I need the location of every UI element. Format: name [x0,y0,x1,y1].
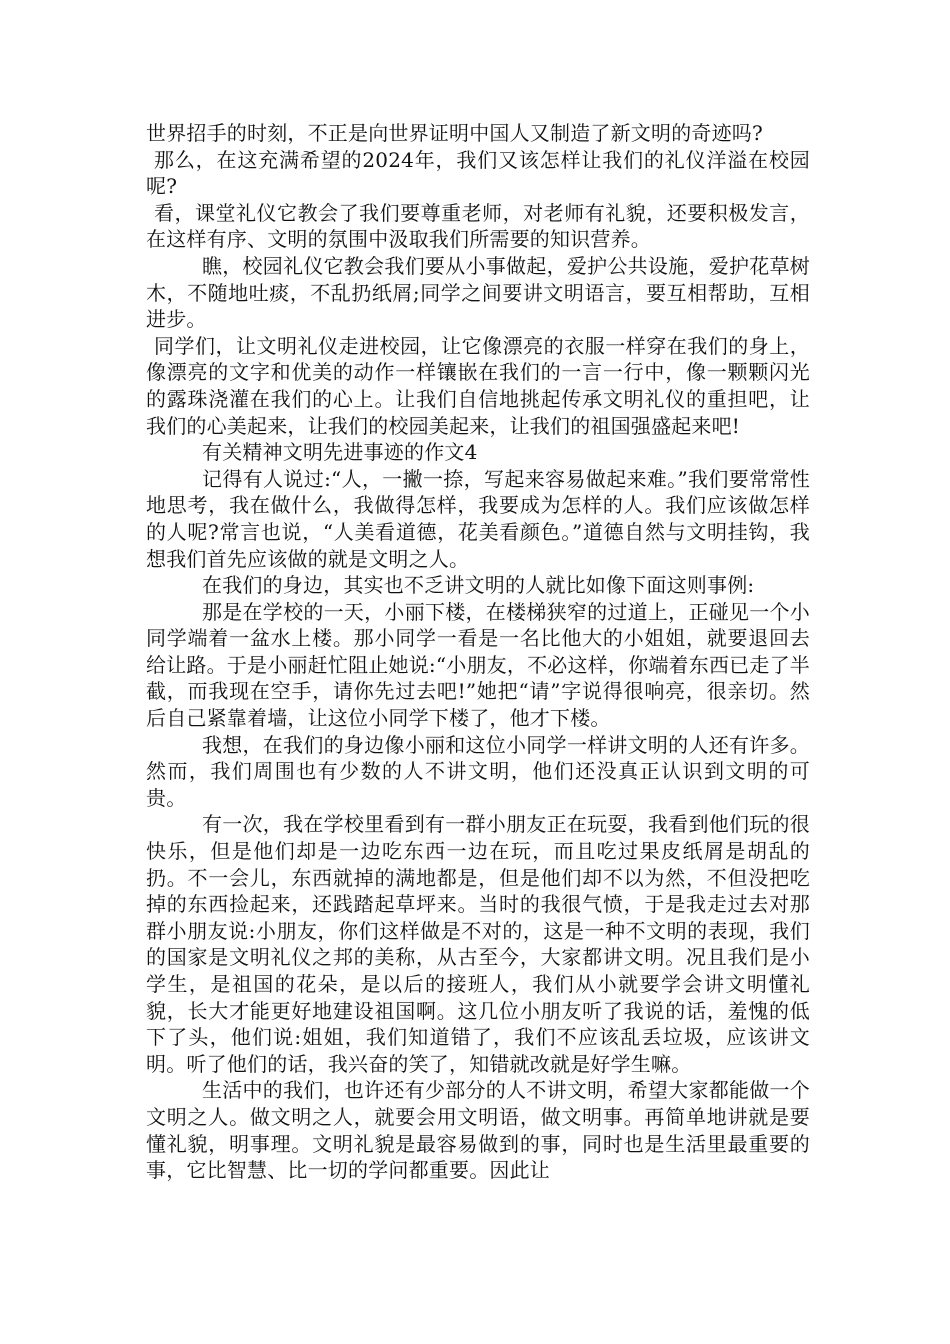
paragraph: 同学们，让文明礼仪走进校园，让它像漂亮的衣服一样穿在我们的身上，像漂亮的文字和优美的动作一样镶嵌在我们的一言一行中，像一颗颗闪光的露珠浇灌在我们的心上。让我们自信地挑起传承文明礼仪的重担吧，让我们的心美起来，让我们的校园美起来，让我们的祖国强盛起来吧! [146,333,810,438]
paragraph: 瞧，校园礼仪它教会我们要从小事做起，爱护公共设施，爱护花草树木，不随地吐痰，不乱扔纸屑;同学之间要讲文明语言，要互相帮助，互相进步。 [146,253,810,332]
paragraph: 有一次，我在学校里看到有一群小朋友正在玩耍，我看到他们玩的很快乐，但是他们却是一边吃东西一边在玩，而且吃过果皮纸屑是胡乱的扔。不一会儿，东西就掉的满地都是，但是他们却不以为然，不但没把吃掉的东西捡起来，还践踏起草坪来。当时的我很气愤，于是我走过去对那群小朋友说:小朋友，你们这样做是不对的，这是一种不文明的表现，我们的国家是文明礼仪之邦的美称，从古至今，大家都讲文明。况且我们是小学生，是祖国的花朵，是以后的接班人，我们从小就要学会讲文明懂礼貌，长大才能更好地建设祖国啊。这几位小朋友听了我说的话，羞愧的低下了头，他们说:姐姐，我们知道错了，我们不应该乱丢垃圾，应该讲文明。听了他们的话，我兴奋的笑了，知错就改就是好学生嘛。 [146,812,810,1076]
paragraph: 我想，在我们的身边像小丽和这位小同学一样讲文明的人还有许多。然而，我们周围也有少数的人不讲文明，他们还没真正认识到文明的可贵。 [146,732,810,810]
section-heading: 有关精神文明先进事迹的作文4 [202,440,478,465]
paragraph: 在我们的身边，其实也不乏讲文明的人就比如像下面这则事例: [202,573,755,598]
document-body [146,120,810,1184]
paragraph: 看，课堂礼仪它教会了我们要尊重老师，对老师有礼貌，还要积极发言，在这样有序、文明的氛围中汲取我们所需要的知识营养。 [146,200,810,252]
paragraph: 那是在学校的一天，小丽下楼，在楼梯狭窄的过道上，正碰见一个小同学端着一盆水上楼。那小同学一看是一名比他大的小姐姐，就要退回去给让路。于是小丽赶忙阻止她说:“小朋友，不必这样，你端着东西已走了半截，而我现在空手，请你先过去吧!”她把“请”字说得很响亮，很亲切。然后自己紧靠着墙，让这位小同学下楼了，他才下楼。 [146,599,810,731]
paragraph: 世界招手的时刻，不正是向世界证明中国人又制造了新文明的奇迹吗? [146,121,763,145]
paragraph: 记得有人说过:“人，一撇一捺，写起来容易做起来难。”我们要常常性地思考，我在做什么，我做得怎样，我要成为怎样的人。我们应该做怎样的人呢?常言也说，“人美看道德，花美看颜色。”道德自然与文明挂钩，我想我们首先应该做的就是文明之人。 [146,466,810,571]
paragraph: 那么，在这充满希望的2024年，我们又该怎样让我们的礼仪洋溢在校园呢? [146,147,810,199]
paragraph: 生活中的我们，也许还有少部分的人不讲文明，希望大家都能做一个文明之人。做文明之人，就要会用文明语，做文明事。再简单地讲就是要懂礼貌，明事理。文明礼貌是最容易做到的事，同时也是生活里最重要的事，它比智慧、比一切的学问都重要。因此让 [146,1078,810,1183]
